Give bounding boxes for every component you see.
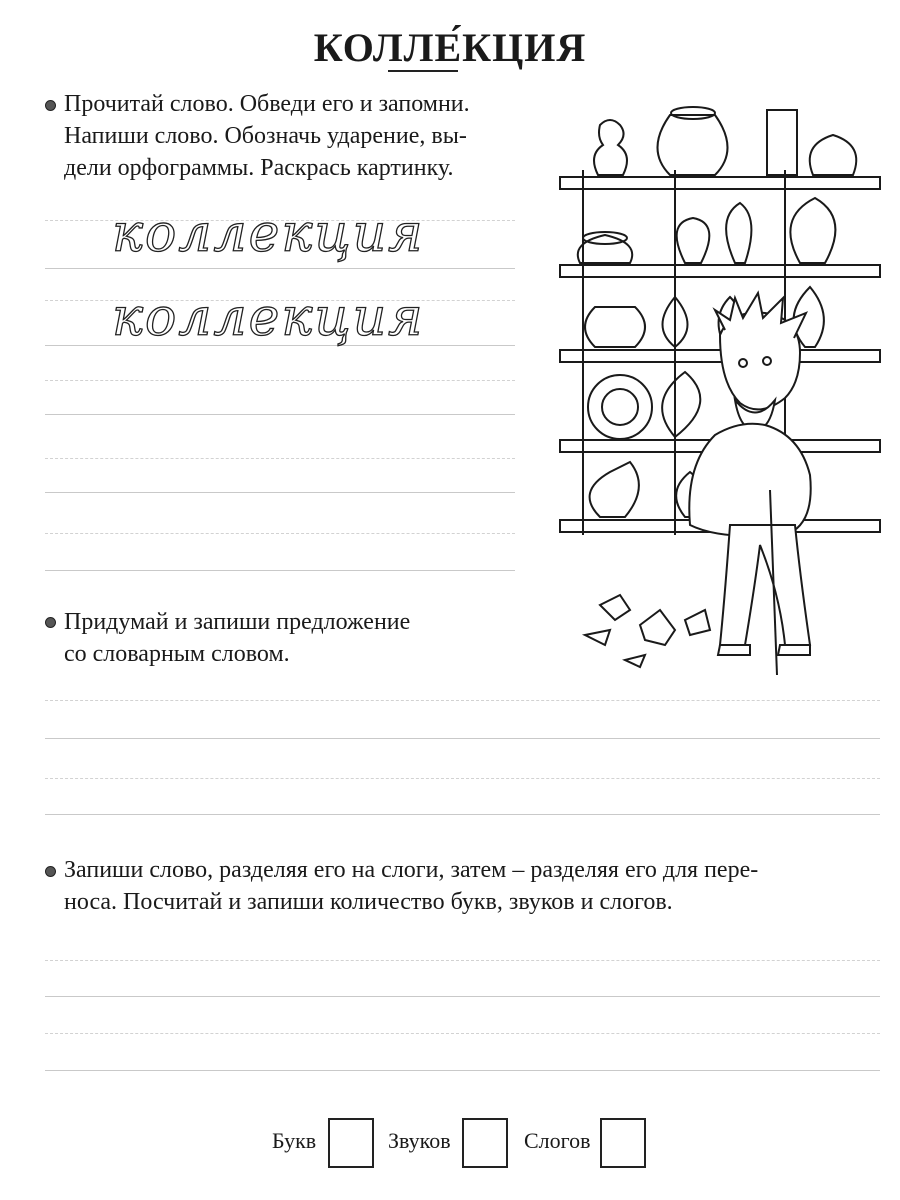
writing-line[interactable] [45, 1033, 880, 1034]
broken-pottery-pieces [585, 595, 710, 667]
writing-line[interactable] [45, 1070, 880, 1071]
sounds-count-box[interactable] [462, 1118, 508, 1168]
syllables-label: Слогов [524, 1128, 591, 1153]
title-orthogram-marks [388, 70, 458, 72]
bullet-task-3 [45, 866, 56, 877]
page-title [0, 24, 900, 71]
traced-word-2[interactable]: коллекция [112, 288, 425, 348]
letters-count-box[interactable] [328, 1118, 374, 1168]
syllables-count-box[interactable] [600, 1118, 646, 1168]
writing-line[interactable] [45, 268, 515, 269]
pottery-row-5 [590, 462, 704, 517]
pottery-row-1 [594, 107, 856, 175]
page-title-text: КОЛЛЕ́КЦИЯ [313, 25, 587, 70]
writing-line[interactable] [45, 414, 515, 415]
task-3-instructions [64, 854, 894, 918]
writing-line[interactable] [45, 380, 515, 381]
task-1-line: Прочитай слово. Обведи его и запомни. [64, 91, 470, 117]
task-1-line: Напиши слово. Обозначь ударение, вы- [64, 123, 467, 149]
writing-line[interactable] [45, 458, 515, 459]
task-1-line: дели орфограммы. Раскрась картинку. [64, 155, 454, 181]
bullet-task-1 [45, 100, 56, 111]
writing-line[interactable] [45, 738, 880, 739]
writing-line[interactable] [45, 814, 880, 815]
writing-line[interactable] [45, 700, 880, 701]
pottery-row-2 [578, 198, 836, 263]
task-3-line: носа. Посчитай и запиши количество букв, звуков и слогов. [64, 889, 673, 915]
old-man-with-cane-and-pottery-shelves-illustration [545, 95, 890, 685]
traced-word-1[interactable]: коллекция [112, 204, 425, 264]
sounds-label: Звуков [388, 1128, 451, 1153]
task-3-line: Запиши слово, разделяя его на слоги, затем – разделяя его для пере- [64, 857, 759, 883]
writing-line[interactable] [45, 492, 515, 493]
task-1-instructions [64, 88, 564, 184]
task-2-instructions [64, 606, 544, 670]
bullet-task-2 [45, 617, 56, 628]
writing-line[interactable] [45, 778, 880, 779]
writing-line[interactable] [45, 533, 515, 534]
letters-label: Букв [272, 1128, 317, 1153]
task-2-line: со словарным словом. [64, 641, 290, 667]
task-2-line: Придумай и запиши предложение [64, 609, 411, 635]
writing-line[interactable] [45, 996, 880, 997]
pottery-row-4 [588, 372, 700, 439]
writing-line[interactable] [45, 960, 880, 961]
writing-line[interactable] [45, 570, 515, 571]
